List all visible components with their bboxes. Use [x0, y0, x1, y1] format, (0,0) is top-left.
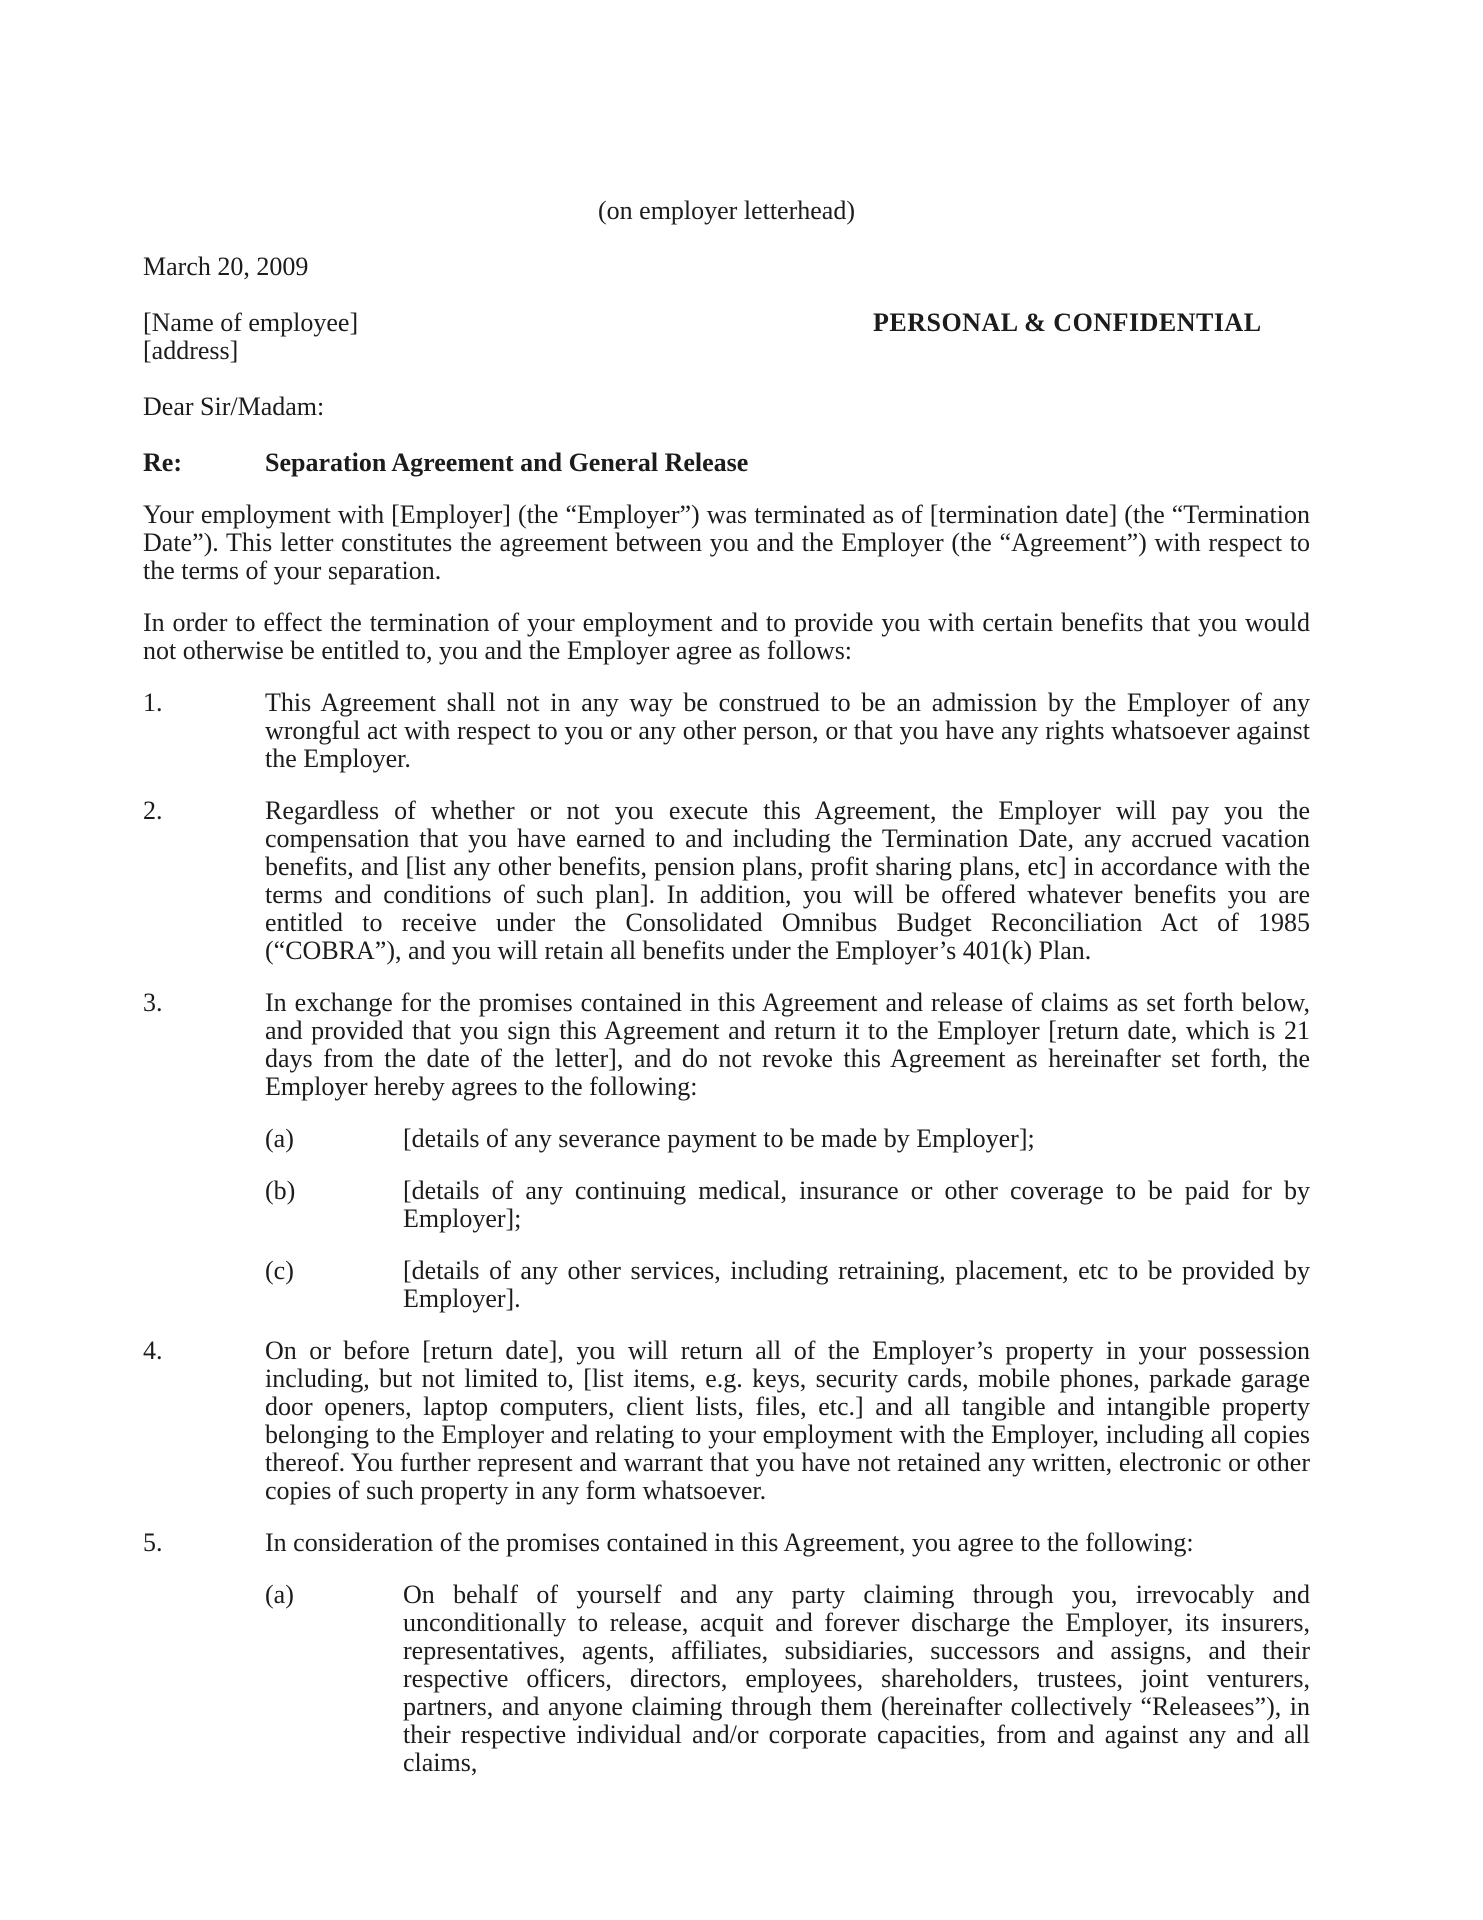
subitem-text: [details of any continuing medical, insurance or other coverage to be paid for by Employer];	[403, 1176, 1310, 1233]
salutation: Dear Sir/Madam:	[143, 392, 325, 421]
item-number: 2.	[143, 796, 163, 825]
subitem-marker: (b)	[265, 1176, 296, 1205]
item-number: 5.	[143, 1528, 163, 1557]
re-line	[143, 449, 1310, 477]
item-text: Regardless of whether or not you execute this Agreement, the Employer will pay you the compensation that you have earned to and including the Termination Date, any accrued vacation benefits, and [list any other benefits, pension plans, profit sharing plans, etc] in accordance with the terms and conditions of such plan]. In addition, you will be offered whatever benefits you are entitled to receive under the Consolidated Omnibus Budget Reconciliation Act of 1985 (“COBRA”), and you will retain all benefits under the Employer’s 401(k) Plan.	[265, 796, 1310, 965]
sub-list-item-5a	[265, 1581, 1310, 1777]
item-text: In consideration of the promises contained in this Agreement, you agree to the following:	[265, 1528, 1194, 1557]
item-text: This Agreement shall not in any way be construed to be an admission by the Employer of any wrongful act with respect to you or any other person, or that you have any rights whatsoever against the Employer.	[265, 688, 1310, 773]
item-text: On or before [return date], you will return all of the Employer’s property in your possession including, but not limited to, [list items, e.g. keys, security cards, mobile phones, parkade garage door openers, laptop computers, client lists, files, etc.] and all tangible and intangible property belonging to the Employer and relating to your employment with the Employer, including all copies thereof. You further represent and warrant that you have not retained any written, electronic or other copies of such property in any form whatsoever.	[265, 1336, 1310, 1505]
list-item-2	[143, 797, 1310, 965]
date-line: March 20, 2009	[143, 252, 309, 281]
subitem-marker: (a)	[265, 1580, 294, 1609]
intro-paragraph-1: Your employment with [Employer] (the “Employer”) was terminated as of [termination date] (the “Termination Date”). This letter constitutes the agreement between you and the Employer (the “Agreement”) with respect to the terms of your separation.	[143, 500, 1310, 585]
sub-list-item-3c	[265, 1257, 1310, 1313]
subitem-marker: (a)	[265, 1124, 294, 1153]
item-text: In exchange for the promises contained in this Agreement and release of claims as set forth below, and provided that you sign this Agreement and return it to the Employer [return date, which is 21 days from the date of the letter], and do not revoke this Agreement as hereinafter set forth, the Employer hereby agrees to the following:	[265, 988, 1310, 1101]
confidential-label: PERSONAL & CONFIDENTIAL	[873, 308, 1262, 337]
item-number: 4.	[143, 1336, 163, 1365]
recipient-address: [address]	[143, 336, 239, 365]
subitem-text: On behalf of yourself and any party claiming through you, irrevocably and unconditionally to release, acquit and forever discharge the Employer, its insurers, representatives, agents, affiliates, subsidiaries, successors and assigns, and their respective officers, directors, employees, shareholders, trustees, joint venturers, partners, and anyone claiming through them (hereinafter collectively “Releasees”), in their respective individual and/or corporate capacities, from and against any and all claims,	[403, 1580, 1310, 1777]
re-subject: Separation Agreement and General Release	[265, 448, 749, 477]
recipient-block	[143, 309, 1310, 365]
intro-paragraph-2: In order to effect the termination of your employment and to provide you with certain benefits that you would not otherwise be entitled to, you and the Employer agree as follows:	[143, 608, 1310, 665]
subitem-text: [details of any severance payment to be made by Employer];	[403, 1124, 1035, 1153]
item-number: 3.	[143, 988, 163, 1017]
sub-list-item-3b	[265, 1177, 1310, 1233]
recipient-name: [Name of employee]	[143, 308, 359, 337]
list-item-4	[143, 1337, 1310, 1505]
re-label: Re:	[143, 448, 182, 477]
list-item-1	[143, 689, 1310, 773]
subitem-text: [details of any other services, including retraining, placement, etc to be provided by Employer].	[403, 1256, 1310, 1313]
sub-list-item-3a	[265, 1125, 1310, 1153]
subitem-marker: (c)	[265, 1256, 294, 1285]
letterhead-note: (on employer letterhead)	[598, 196, 855, 225]
list-item-5	[143, 1529, 1310, 1557]
list-item-3	[143, 989, 1310, 1101]
item-number: 1.	[143, 688, 163, 717]
